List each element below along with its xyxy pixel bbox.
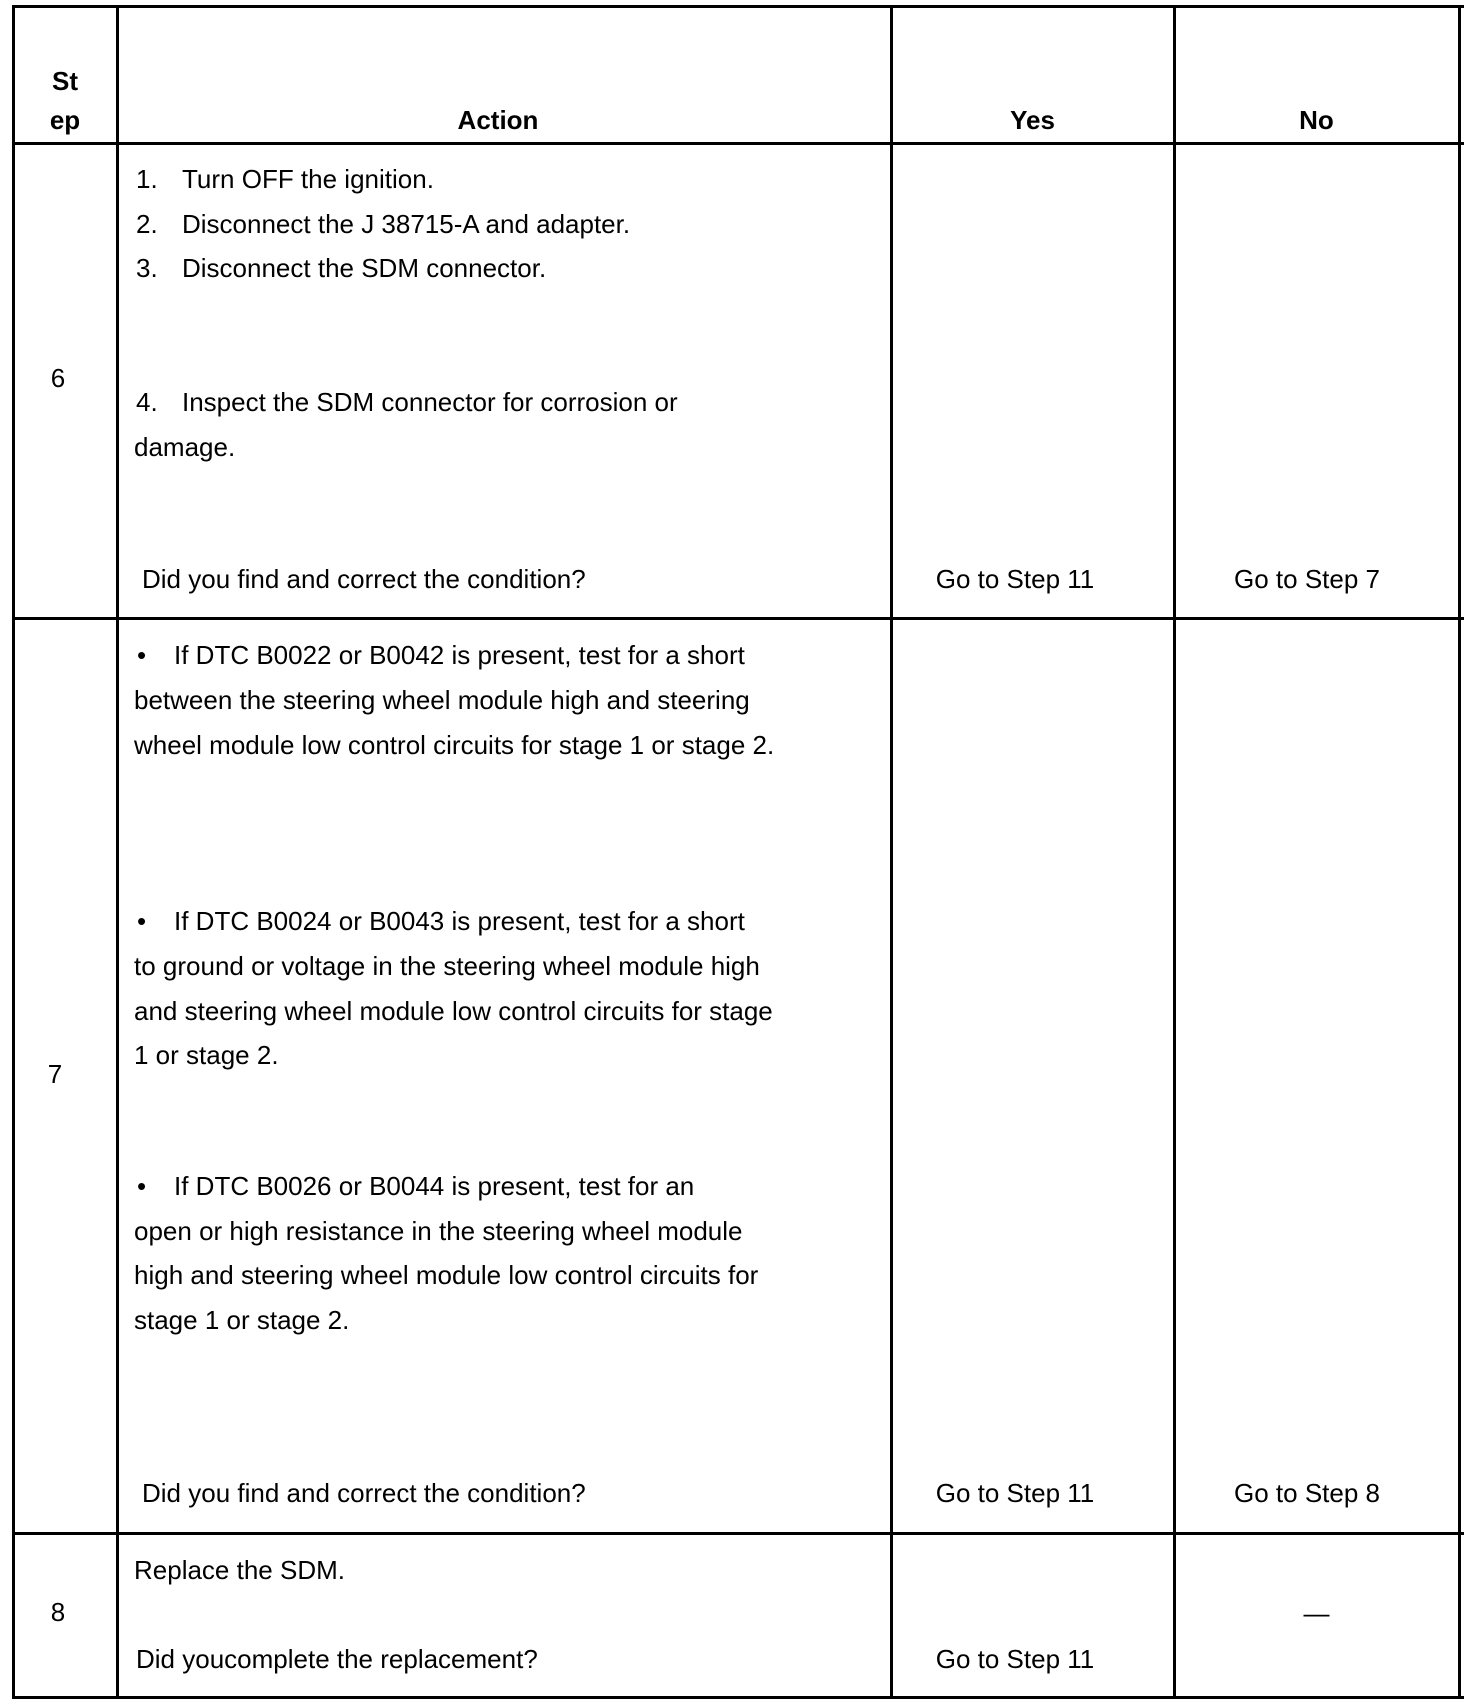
question: Did you find and correct the condition?: [142, 1478, 586, 1508]
no-result: Go to Step 7: [1234, 564, 1380, 594]
column-divider: [890, 5, 893, 1699]
bullet-line: wheel module low control circuits for stage 1 or stage 2.: [134, 730, 775, 760]
bullet-line: If DTC B0024 or B0043 is present, test for a short: [174, 906, 745, 936]
table-border-top: [12, 5, 1464, 8]
header-action: Action: [457, 105, 539, 135]
yes-result: Go to Step 11: [935, 1644, 1095, 1674]
step-number: 8: [50, 1597, 66, 1627]
question: Did you find and correct the condition?: [142, 564, 586, 594]
bullet-line: open or high resistance in the steering wheel module: [134, 1216, 743, 1246]
bullet-line: and steering wheel module low control circuits for stage: [134, 996, 773, 1026]
bullet-line: between the steering wheel module high and steering: [134, 685, 750, 715]
column-divider: [1173, 5, 1176, 1699]
list-item-continuation: damage.: [134, 432, 236, 462]
no-result: Go to Step 8: [1234, 1478, 1380, 1508]
header-step-line2: ep: [49, 105, 81, 135]
list-item-number: 1.: [136, 164, 158, 194]
list-item-text: Disconnect the J 38715-A and adapter.: [182, 209, 631, 239]
list-item-text: Turn OFF the ignition.: [182, 164, 434, 194]
bullet-line: 1 or stage 2.: [134, 1040, 279, 1070]
bullet-symbol: •: [137, 1171, 147, 1201]
yes-result: Go to Step 11: [935, 1478, 1095, 1508]
bullet-symbol: •: [137, 640, 147, 670]
list-item-text: Inspect the SDM connector for corrosion or: [182, 387, 678, 417]
bullet-line: stage 1 or stage 2.: [134, 1305, 350, 1335]
step-number: 6: [50, 363, 66, 393]
header-no: No: [1299, 105, 1334, 135]
header-step-line1: St: [52, 66, 78, 96]
bullet-symbol: •: [137, 906, 147, 936]
table-border-left: [12, 5, 15, 1699]
column-divider: [116, 5, 119, 1699]
row-divider: [12, 617, 1464, 620]
action-text: Replace the SDM.: [134, 1555, 345, 1585]
question: Did youcomplete the replacement?: [136, 1644, 538, 1674]
bullet-line: high and steering wheel module low control circuits for: [134, 1260, 759, 1290]
header-divider: [12, 142, 1464, 145]
bullet-line: If DTC B0022 or B0042 is present, test for a short: [174, 640, 745, 670]
table-border-right: [1458, 5, 1461, 1699]
bullet-line: to ground or voltage in the steering wheel module high: [134, 951, 760, 981]
bullet-line: If DTC B0026 or B0044 is present, test for an: [174, 1171, 695, 1201]
yes-result: Go to Step 11: [935, 564, 1095, 594]
header-yes: Yes: [1010, 105, 1055, 135]
step-number: 7: [47, 1059, 63, 1089]
list-item-number: 4.: [136, 387, 158, 417]
list-item-text: Disconnect the SDM connector.: [182, 253, 547, 283]
list-item-number: 3.: [136, 253, 158, 283]
row-divider: [12, 1532, 1464, 1535]
no-result: —: [1303, 1598, 1330, 1628]
list-item-number: 2.: [136, 209, 158, 239]
